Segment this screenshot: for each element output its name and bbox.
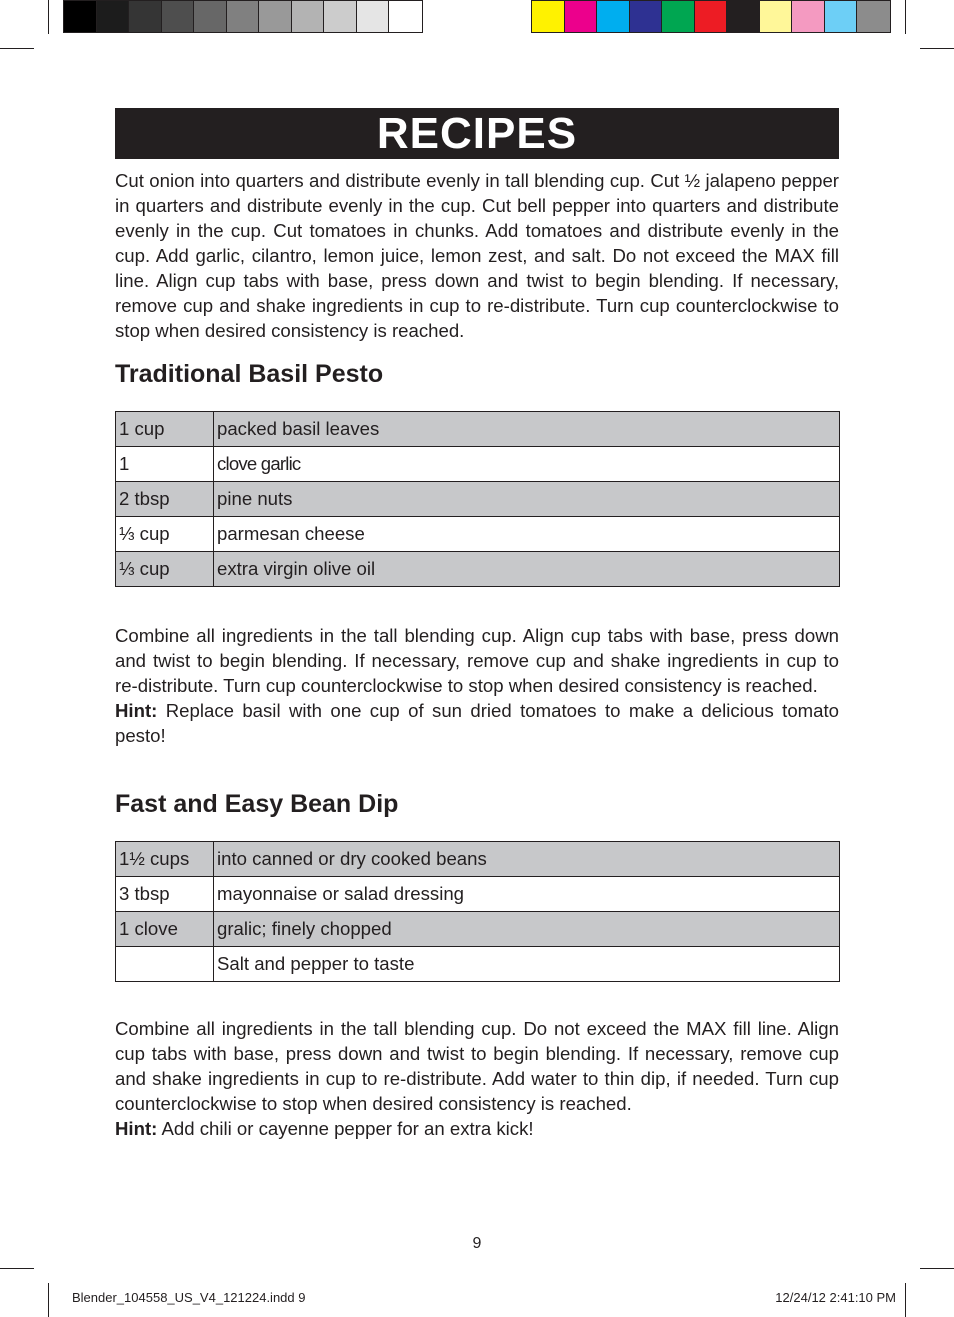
- intro-directions: Cut onion into quarters and distribute evenly in tall blending cup. Cut ½ jalapeno pepper in quarters and distribute evenly in the cup. Cut bell pepper into quarters and distribute evenly in the cup. Cut tomatoes in chunks. Add tomatoes and distribute evenly in the cup. Add garlic, cilantro, lemon juice, lemon zest, and salt. Do not exceed the MAX fill line. Align cup tabs with base, press down and twist to begin blending. If necessary, remove cup and shake ingredients in cup to re-distribute. Turn cup counterclockwise to stop when desired consistency is reached.: [115, 170, 839, 341]
- crop-mark: [920, 1268, 954, 1269]
- print-timestamp: 12/24/12 2:41:10 PM: [775, 1290, 896, 1305]
- table-row: [116, 517, 840, 552]
- bean-dip-instructions: [115, 1016, 839, 1141]
- crop-mark: [920, 48, 954, 49]
- bean-dip-title: Fast and Easy Bean Dip: [115, 790, 399, 818]
- gray-swatch: [324, 1, 357, 32]
- table-row: [116, 482, 840, 517]
- gray-swatch: [194, 1, 227, 32]
- hint-label: Hint:: [115, 1118, 158, 1139]
- gray-swatch: [259, 1, 292, 32]
- gray-swatch: [97, 1, 130, 32]
- table-row: [116, 912, 840, 947]
- ingredient-qty: [116, 947, 214, 982]
- page-number: 9: [472, 1235, 482, 1252]
- ingredient-qty: 1 clove: [116, 912, 214, 947]
- ingredient-qty: 1 cup: [116, 412, 214, 447]
- recipes-banner: RECIPES: [115, 108, 839, 159]
- color-swatch: [630, 1, 663, 32]
- gray-swatch: [389, 1, 422, 32]
- crop-mark: [0, 48, 34, 49]
- crop-mark: [0, 1268, 34, 1269]
- process-color-bar: [531, 0, 891, 33]
- gray-swatch: [64, 1, 97, 32]
- table-row: [116, 842, 840, 877]
- table-row: [116, 552, 840, 587]
- bean-dip-hint: Add chili or cayenne pepper for an extra kick!: [161, 1118, 534, 1139]
- pesto-hint: Replace basil with one cup of sun dried tomatoes to make a delicious tomato pesto!: [115, 700, 839, 746]
- crop-mark: [905, 1283, 906, 1317]
- bean-dip-ingredients-table: [115, 841, 840, 982]
- table-row: [116, 947, 840, 982]
- table-row: [116, 412, 840, 447]
- ingredient-item: packed basil leaves: [214, 412, 840, 447]
- gray-swatch: [162, 1, 195, 32]
- pesto-title: Traditional Basil Pesto: [115, 360, 384, 388]
- ingredient-qty: 1½ cups: [116, 842, 214, 877]
- pesto-ingredients-table: [115, 411, 840, 587]
- color-swatch: [727, 1, 760, 32]
- crop-mark: [905, 0, 906, 34]
- ingredient-item: into canned or dry cooked beans: [214, 842, 840, 877]
- color-swatch: [792, 1, 825, 32]
- ingredient-qty: 3 tbsp: [116, 877, 214, 912]
- color-swatch: [662, 1, 695, 32]
- ingredient-item: mayonnaise or salad dressing: [214, 877, 840, 912]
- ingredient-item: gralic; finely chopped: [214, 912, 840, 947]
- ingredient-qty: 1: [116, 447, 214, 482]
- crop-mark: [48, 1283, 49, 1317]
- pesto-instructions: [115, 623, 839, 748]
- table-row: [116, 877, 840, 912]
- color-swatch: [695, 1, 728, 32]
- ingredient-item: parmesan cheese: [214, 517, 840, 552]
- grayscale-color-bar: [63, 0, 423, 33]
- color-swatch: [857, 1, 890, 32]
- color-swatch: [825, 1, 858, 32]
- ingredient-item: clove garlic: [214, 447, 840, 482]
- pesto-directions: Combine all ingredients in the tall blending cup. Align cup tabs with base, press down and twist to begin blending. If necessary, remove cup and shake ingredients in cup to re-distribute. Turn cup counterclockwise to stop when desired consistency is reached.: [115, 625, 839, 696]
- ingredient-item: extra virgin olive oil: [214, 552, 840, 587]
- ingredient-qty: ⅓ cup: [116, 552, 214, 587]
- crop-mark: [48, 0, 49, 34]
- ingredient-qty: 2 tbsp: [116, 482, 214, 517]
- ingredient-item: pine nuts: [214, 482, 840, 517]
- color-swatch: [532, 1, 565, 32]
- file-slug: Blender_104558_US_V4_121224.indd 9: [72, 1290, 306, 1305]
- color-swatch: [565, 1, 598, 32]
- ingredient-qty: ⅓ cup: [116, 517, 214, 552]
- bean-dip-directions: Combine all ingredients in the tall blending cup. Do not exceed the MAX fill line. Align cup tabs with base, press down and twist to begin blending. If necessary, remove cup and shake ingredients in cup to re-distribute. Add water to thin dip, if needed. Turn cup counterclockwise to stop when desired consistency is reached.: [115, 1018, 839, 1114]
- color-swatch: [760, 1, 793, 32]
- ingredient-item: Salt and pepper to taste: [214, 947, 840, 982]
- hint-label: Hint:: [115, 700, 158, 721]
- gray-swatch: [292, 1, 325, 32]
- gray-swatch: [129, 1, 162, 32]
- color-swatch: [597, 1, 630, 32]
- table-row: [116, 447, 840, 482]
- gray-swatch: [357, 1, 390, 32]
- gray-swatch: [227, 1, 260, 32]
